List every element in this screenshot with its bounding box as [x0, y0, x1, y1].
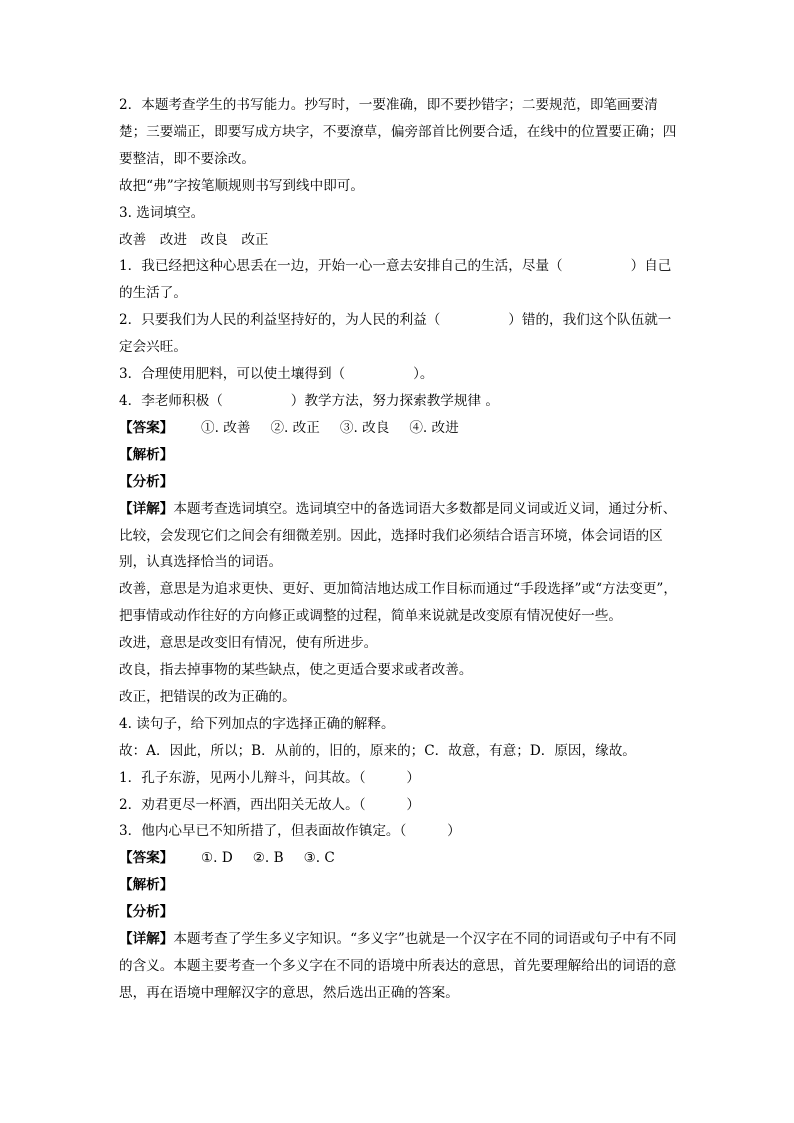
- q4-answer-1: ①. D: [201, 850, 233, 867]
- q3-item-3: 3．合理使用肥料，可以使土壤得到（ ）。: [119, 366, 434, 383]
- q3-answer-1: ①. 改善: [201, 419, 251, 436]
- detail-label: 【详解】: [119, 931, 174, 948]
- q4-answer-row: [119, 845, 681, 872]
- document-content: [119, 92, 681, 1007]
- q3-jiexi-label: 【解析】: [119, 446, 174, 463]
- q4-answer-3: ③. C: [303, 850, 335, 867]
- q4-item-3: 3．他内心早已不知所措了，但表面故作镇定。（ ）: [119, 823, 461, 840]
- q4-meaning-options: 故：A．因此，所以；B．从前的，旧的，原来的；C．故意，有意；D．原因，缘故。: [119, 742, 636, 759]
- q3-fenxi-label: 【分析】: [119, 473, 174, 490]
- q4-jiexi-label: 【解析】: [119, 877, 174, 894]
- answer-label: 【答案】: [119, 419, 174, 436]
- q3-detail: [119, 496, 681, 577]
- q3-answer-3: ③. 改良: [339, 419, 390, 436]
- q3-explain-gaijin: 改进，意思是改变旧有情况，使有所进步。: [119, 635, 378, 652]
- q3-detail-text: 本题考查选词填空。选词填空中的备选词语大多数都是同义词或近义词，通过分析、比较，会发现它们之间会有细微差别。因此，选择时我们必须结合语言环境，体会词语的区别，认真选择恰当的词语。: [119, 500, 677, 571]
- q4-fenxi-label: 【分析】: [119, 904, 174, 921]
- q3-explain-gaishan: 改善，意思是为追求更快、更好、更加简洁地达成工作目标而通过“手段选择”或“方法变更”，把事情或动作往好的方向修正或调整的过程，简单来说就是改变原有情况使好一些。: [119, 581, 677, 625]
- q4-answer-2: ②. B: [252, 850, 284, 867]
- q2-explanation: 2．本题考查学生的书写能力。抄写时，一要准确，即不要抄错字；二要规范，即笔画要清楚；三要端正，即要写成方块字，不要潦草，偏旁部首比例要合适，在线中的位置要正确；四要整洁，即不要涂改。: [119, 97, 677, 167]
- q3-explain-gaizheng: 改正，把错误的改为正确的。: [119, 688, 296, 705]
- answer-label: 【答案】: [119, 850, 174, 867]
- q4-title: 4. 读句子，给下列加点的字选择正确的解释。: [119, 715, 395, 732]
- q3-item-2: 2．只要我们为人民的利益坚持好的，为人民的利益（ ）错的，我们这个队伍就一定会兴旺。: [119, 312, 672, 356]
- q3-explain-gailiang: 改良，指去掉事物的某些缺点，使之更适合要求或者改善。: [119, 662, 473, 679]
- detail-label: 【详解】: [119, 500, 174, 517]
- q3-answer-row: [119, 415, 681, 442]
- q3-item-4: 4．李老师积极（ ）教学方法，努力探索教学规律 。: [119, 392, 499, 409]
- q3-title: 3. 选词填空。: [119, 204, 205, 221]
- q4-item-1: 1．孔子东游，见两小儿辩斗，问其故。（ ）: [119, 769, 420, 786]
- q3-item-1: 1．我已经把这种心思丢在一边，开始一心一意去安排自己的生活，尽量（ ）自己的生活了。: [119, 258, 672, 302]
- q3-answer-2: ②. 改正: [270, 419, 320, 436]
- q4-item-2: 2．劝君更尽一杯酒，西出阳关无故人。（ ）: [119, 796, 420, 813]
- q4-detail: [119, 926, 681, 1007]
- q3-word-options: 改善 改进 改良 改正: [119, 231, 269, 248]
- q4-detail-text: 本题考查了学生多义字知识。“多义字”也就是一个汉字在不同的词语或句子中有不同的含义。本题主要考查一个多义字在不同的语境中所表达的意思，首先要理解给出的词语的意思，再在语境中理解汉字的意思，然后选出正确的答案。: [119, 931, 677, 1001]
- q2-conclusion: 故把“弗”字按笔顺规则书写到线中即可。: [119, 177, 364, 194]
- q3-answer-4: ④. 改进: [409, 419, 459, 436]
